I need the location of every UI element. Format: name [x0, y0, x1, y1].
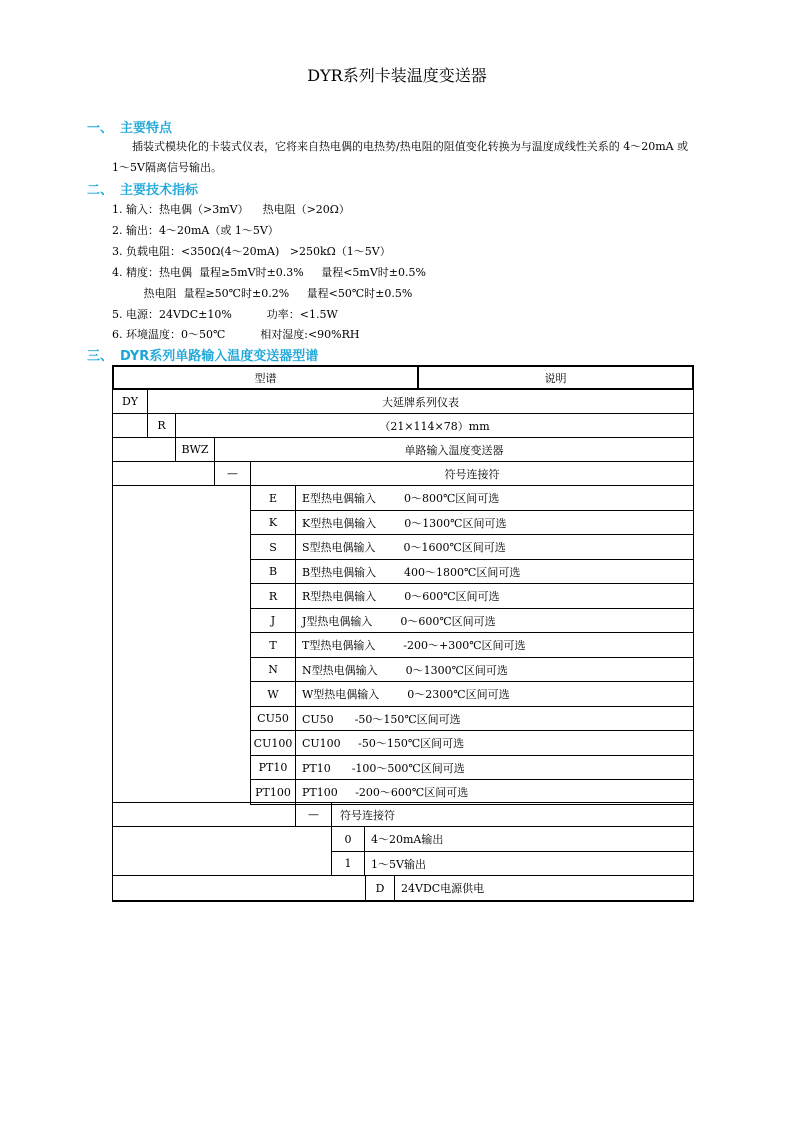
input-type-code: N	[250, 657, 296, 682]
input-type-desc: S型热电偶输入 0～1600℃区间可选	[295, 534, 694, 560]
blank-cell	[112, 875, 366, 902]
section-number: 一、	[87, 121, 114, 136]
code-r: R	[147, 413, 176, 438]
input-type-code: CU100	[250, 730, 296, 756]
input-type-code: W	[250, 681, 296, 707]
section-title: 主要特点	[120, 121, 173, 136]
section-heading-specs	[87, 179, 198, 198]
input-type-desc: B型热电偶输入 400～1800℃区间可选	[295, 559, 694, 584]
blank-cell	[112, 461, 215, 486]
input-type-code: J	[250, 608, 296, 633]
input-type-desc: CU100 -50～150℃区间可选	[295, 730, 694, 756]
input-type-desc: J型热电偶输入 0～600℃区间可选	[295, 608, 694, 633]
blank-cell	[112, 413, 148, 438]
desc-dash2: 符号连接符	[331, 802, 694, 827]
code-dash1: —	[214, 461, 251, 486]
desc-output-1: 1～5V输出	[364, 851, 694, 876]
input-type-code: K	[250, 510, 296, 535]
input-type-desc: PT100 -200～600℃区间可选	[295, 779, 694, 805]
input-type-desc: E型热电偶输入 0～800℃区间可选	[295, 485, 694, 511]
features-text-line1: 插装式模块化的卡装式仪表，它将来自热电偶的电热势/热电阻的阻值变化转换为与温度成线性关系的 4～20mA 或	[132, 140, 689, 153]
desc-output-0: 4～20mA输出	[364, 826, 694, 852]
features-text-line2: 1～5V隔离信号输出。	[112, 161, 222, 174]
input-type-desc: T型热电偶输入 -200～+300℃区间可选	[295, 632, 694, 658]
input-type-desc: PT10 -100～500℃区间可选	[295, 755, 694, 780]
spec-item: 6. 环境温度：0～50℃ 相对湿度:<90%RH	[112, 328, 360, 341]
input-type-code: T	[250, 632, 296, 658]
section-number: 二、	[87, 183, 114, 198]
desc-bwz: 单路输入温度变送器	[214, 437, 694, 462]
desc-dash1: 符号连接符	[250, 461, 694, 486]
blank-cell	[112, 802, 296, 827]
document-title: DYR系列卡装温度变送器	[307, 66, 487, 85]
spec-item: 热电阻 量程≥50℃时±0.2% 量程<50℃时±0.5%	[112, 287, 413, 300]
input-type-code: PT10	[250, 755, 296, 780]
section-heading-features	[87, 117, 172, 136]
code-dy: DY	[112, 389, 148, 414]
desc-power: 24VDC电源供电	[394, 875, 694, 902]
header-desc: 说明	[417, 365, 694, 390]
desc-r: （21×114×78）mm	[175, 413, 694, 438]
input-type-desc: K型热电偶输入 0～1300℃区间可选	[295, 510, 694, 535]
code-output-0: 0	[331, 826, 365, 852]
code-output-1: 1	[331, 851, 365, 876]
input-type-code: B	[250, 559, 296, 584]
section-title: 主要技术指标	[120, 183, 199, 198]
spec-item: 5. 电源：24VDC±10% 功率：<1.5W	[112, 308, 338, 321]
input-type-code: E	[250, 485, 296, 511]
input-type-desc: N型热电偶输入 0～1300℃区间可选	[295, 657, 694, 682]
input-type-code: PT100	[250, 779, 296, 805]
spec-item: 2. 输出：4～20mA（或 1～5V）	[112, 224, 279, 237]
spec-item: 4. 精度：热电偶 量程≥5mV时±0.3% 量程<5mV时±0.5%	[112, 266, 426, 279]
input-type-desc: CU50 -50～150℃区间可选	[295, 706, 694, 731]
code-dash2: —	[295, 802, 332, 827]
input-type-desc: R型热电偶输入 0～600℃区间可选	[295, 583, 694, 609]
blank-cell	[112, 826, 332, 876]
blank-cell	[112, 437, 176, 462]
section-title: DYR系列单路输入温度变送器型谱	[120, 349, 319, 364]
code-bwz: BWZ	[175, 437, 215, 462]
model-spectrum-table	[112, 365, 694, 902]
desc-dy: 大延牌系列仪表	[147, 389, 694, 414]
header-code: 型谱	[112, 365, 419, 390]
input-type-code: R	[250, 583, 296, 609]
input-type-code: S	[250, 534, 296, 560]
input-type-code: CU50	[250, 706, 296, 731]
spec-item: 1. 输入：热电偶（>3mV） 热电阻（>20Ω）	[112, 203, 350, 216]
code-power: D	[365, 875, 395, 902]
section-number: 三、	[87, 349, 114, 364]
spec-item: 3. 负载电阻：<350Ω(4～20mA) >250kΩ（1～5V）	[112, 245, 391, 258]
section-heading-model-table	[87, 345, 318, 364]
input-type-desc: W型热电偶输入 0～2300℃区间可选	[295, 681, 694, 707]
blank-cell	[112, 485, 251, 803]
